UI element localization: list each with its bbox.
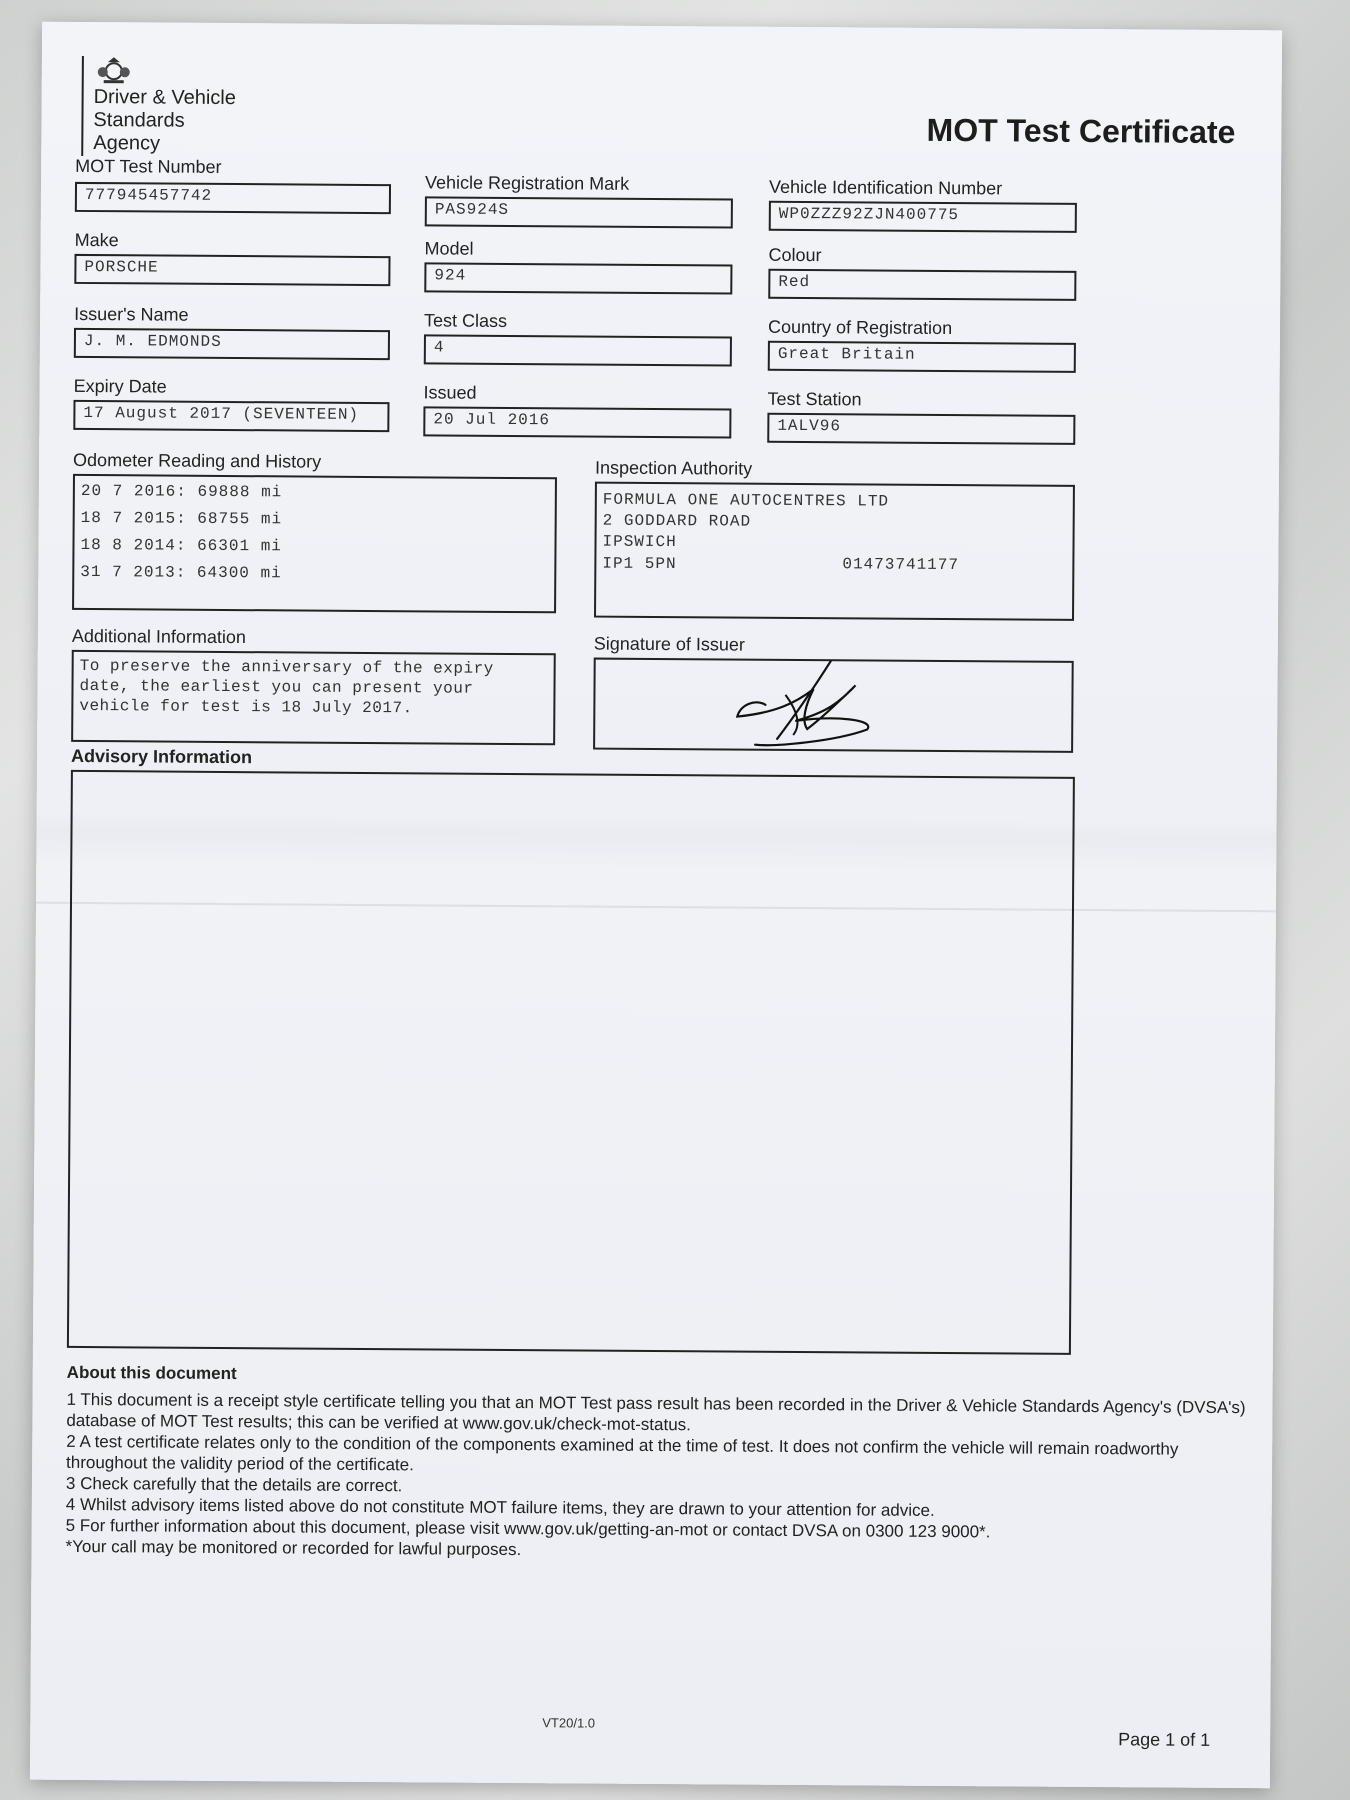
inspection-authority-label: Inspection Authority bbox=[594, 457, 753, 479]
page-number: Page 1 of 1 bbox=[1118, 1729, 1211, 1750]
about-item: 4 Whilst advisory items listed above do not constitute MOT failure items, they are drawn to your attention for advice. bbox=[65, 1494, 935, 1520]
test-station-field: 1ALV96 bbox=[767, 413, 1075, 445]
colour-field: Red bbox=[768, 269, 1076, 301]
registration-field: PAS924S bbox=[425, 196, 733, 228]
royal-crest-icon bbox=[96, 56, 132, 84]
signature-box bbox=[593, 658, 1074, 753]
model-field: 924 bbox=[424, 262, 732, 294]
additional-info-text: To preserve the anniversary of the expiry date, the earliest you can present your vehicle for test is 18 July 2017. bbox=[79, 656, 494, 718]
colour-label: Colour bbox=[768, 244, 822, 266]
odometer-entry: 20 7 2016: 69888 mi bbox=[80, 481, 283, 502]
issued-field: 20 Jul 2016 bbox=[423, 406, 731, 438]
mot-test-number-label: MOT Test Number bbox=[75, 155, 222, 177]
about-item: 5 For further information about this document, please visit www.gov.uk/getting-an-mot or contact DVSA on 0300 123 9000*. bbox=[65, 1515, 991, 1542]
additional-info-label: Additional Information bbox=[71, 625, 247, 648]
test-class-field: 4 bbox=[424, 334, 732, 366]
inspection-authority-box bbox=[594, 482, 1075, 621]
expiry-date-label: Expiry Date bbox=[73, 375, 167, 397]
form-code: VT20/1.0 bbox=[542, 1715, 596, 1731]
odometer-entry: 18 7 2015: 68755 mi bbox=[80, 508, 283, 529]
signature-label: Signature of Issuer bbox=[593, 633, 745, 655]
dvsa-logo bbox=[81, 56, 294, 157]
odometer-entry: 18 8 2014: 66301 mi bbox=[80, 535, 282, 556]
authority-postcode: IP1 5PN bbox=[602, 554, 677, 574]
registration-label: Vehicle Registration Mark bbox=[424, 172, 630, 194]
test-class-label: Test Class bbox=[424, 310, 508, 331]
make-field: PORSCHE bbox=[74, 254, 390, 286]
issuer-name-field: J. M. EDMONDS bbox=[74, 328, 390, 360]
authority-name: FORMULA ONE AUTOCENTRES LTD bbox=[602, 490, 890, 511]
agency-name: Driver & Vehicle Standards Agency bbox=[93, 86, 236, 155]
mot-test-number-field: 777945457742 bbox=[75, 182, 391, 214]
vin-field: WP0ZZZ92ZJN400775 bbox=[769, 201, 1077, 233]
make-label: Make bbox=[74, 229, 119, 251]
odometer-box bbox=[72, 474, 557, 613]
odometer-label: Odometer Reading and History bbox=[73, 449, 322, 472]
about-item: 2 A test certificate relates only to the condition of the components examined at the time of test. It does not confirm the vehicle will remain roadworthy throughout the validity period of the certificate. bbox=[66, 1431, 1179, 1475]
about-note: *Your call may be monitored or recorded for lawful purposes. bbox=[65, 1536, 522, 1560]
about-heading: About this document bbox=[66, 1362, 237, 1384]
certificate-paper bbox=[30, 22, 1282, 1789]
authority-street: 2 GODDARD ROAD bbox=[602, 511, 752, 531]
page-title: MOT Test Certificate bbox=[926, 111, 1236, 151]
odometer-entry: 31 7 2013: 64300 mi bbox=[80, 562, 282, 583]
authority-phone: 01473741177 bbox=[842, 555, 960, 575]
signature-image bbox=[735, 655, 896, 752]
additional-info-box bbox=[71, 650, 556, 745]
issuer-name-label: Issuer's Name bbox=[74, 303, 189, 325]
vin-label: Vehicle Identification Number bbox=[768, 176, 1003, 199]
authority-town: IPSWICH bbox=[602, 532, 677, 552]
about-item: 3 Check carefully that the details are correct. bbox=[65, 1473, 403, 1496]
model-label: Model bbox=[424, 238, 474, 259]
expiry-date-field: 17 August 2017 (SEVENTEEN) bbox=[73, 400, 389, 432]
advisory-box bbox=[67, 770, 1075, 1355]
issued-label: Issued bbox=[423, 382, 477, 403]
test-station-label: Test Station bbox=[767, 388, 862, 410]
about-section bbox=[65, 1362, 1246, 1565]
about-item: 1 This document is a receipt style certificate telling you that an MOT Test pass result has been recorded in the Driver & Vehicle Standards Agency's (DVSA's) database of MOT Test results; this can be verified at www.gov.uk/check-mot-status. bbox=[66, 1389, 1246, 1435]
country-label: Country of Registration bbox=[767, 316, 953, 339]
country-field: Great Britain bbox=[768, 341, 1076, 373]
advisory-label: Advisory Information bbox=[70, 745, 253, 768]
